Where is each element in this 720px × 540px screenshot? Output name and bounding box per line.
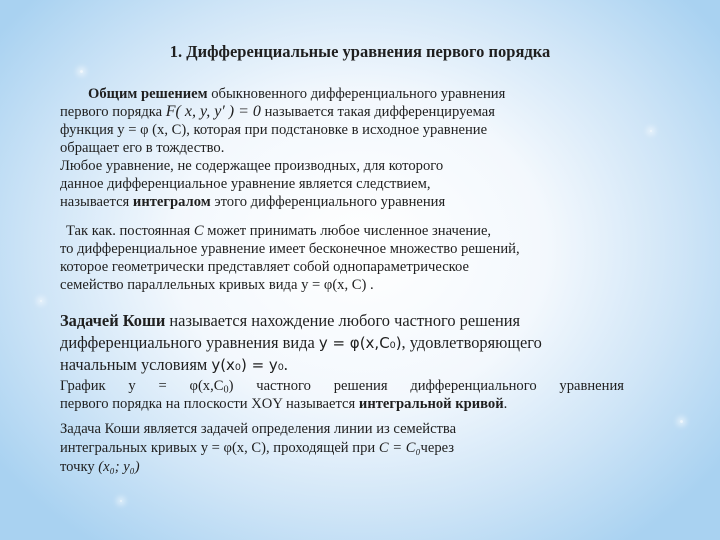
background-sparkle — [40, 300, 42, 302]
constant-line-4: семейство параллельных кривых вида y = φ(x, C) . — [60, 277, 374, 293]
slide-title: 1. Дифференциальные уравнения первого порядка — [169, 42, 551, 61]
general-solution-line-2: первого порядка F( x, y, y′ ) = 0 называется такая дифференцируемая — [60, 103, 495, 120]
background-sparkle — [650, 130, 652, 132]
term-cauchy-problem: Задачей Коши — [60, 311, 166, 330]
task-line-3: точку (x₀; y₀) — [60, 459, 140, 475]
general-solution-line-4: обращает его в тождество. — [60, 140, 225, 156]
term-integral-curve: интегральной кривой — [358, 396, 504, 412]
background-sparkle — [680, 420, 683, 423]
point-x0-y0: (x₀; y₀) — [98, 459, 140, 475]
cauchy-line-3: начальным условиям y(x₀) = y₀. — [60, 355, 288, 374]
general-solution-line-3: функция y = φ (x, C), которая при подстановке в исходное уравнение — [60, 122, 488, 138]
equation-c-c0: C = C₀ — [378, 440, 421, 456]
integral-line-1: Любое уравнение, не содержащее производных, для которого — [60, 158, 444, 174]
integral-line-2: данное дифференциальное уравнение является следствием, — [60, 176, 431, 192]
task-line-2: интегральных кривых y = φ(x, C), проходящей при C = C₀через — [60, 440, 455, 456]
equation-y-phi-c0: y = φ(x,C₀) — [318, 334, 402, 352]
term-integral: интегралом — [132, 194, 211, 210]
constant-line-3: которое геометрически представляет собой однопараметрическое — [60, 259, 469, 275]
equation-F: F( x, y, y′ ) = 0 — [165, 103, 261, 120]
equation-y-phi: y = φ (x, C) — [117, 122, 187, 138]
cauchy-line-1: Задачей Коши называется нахождение любого частного решения — [60, 311, 521, 330]
graph-line-1: График $y = \varphi(x,C_0)$ частного решения дифференциального уравнения — [60, 378, 624, 396]
general-solution-line-1: Общим решением обыкновенного дифференциального уравнения — [88, 86, 506, 102]
cauchy-line-2: дифференциального уравнения вида y = φ(x,C₀), удовлетворяющего — [60, 333, 542, 352]
constant-line-1: Так как. постоянная С может принимать любое численное значение, — [66, 223, 492, 239]
task-line-1: Задача Коши является задачей определения линии из семейства — [60, 421, 457, 437]
graph-line-2: первого порядка на плоскости XOY называется интегральной кривой. — [60, 396, 508, 412]
term-general-solution: Общим решением — [88, 86, 208, 102]
integral-line-3: называется интегралом этого дифференциального уравнения — [60, 194, 446, 210]
background-sparkle — [80, 70, 83, 73]
constant-line-2: то дифференциальное уравнение имеет бесконечное множество решений, — [60, 241, 520, 257]
background-sparkle — [120, 500, 122, 502]
equation-initial-condition: y(x₀) = y₀ — [211, 356, 284, 374]
